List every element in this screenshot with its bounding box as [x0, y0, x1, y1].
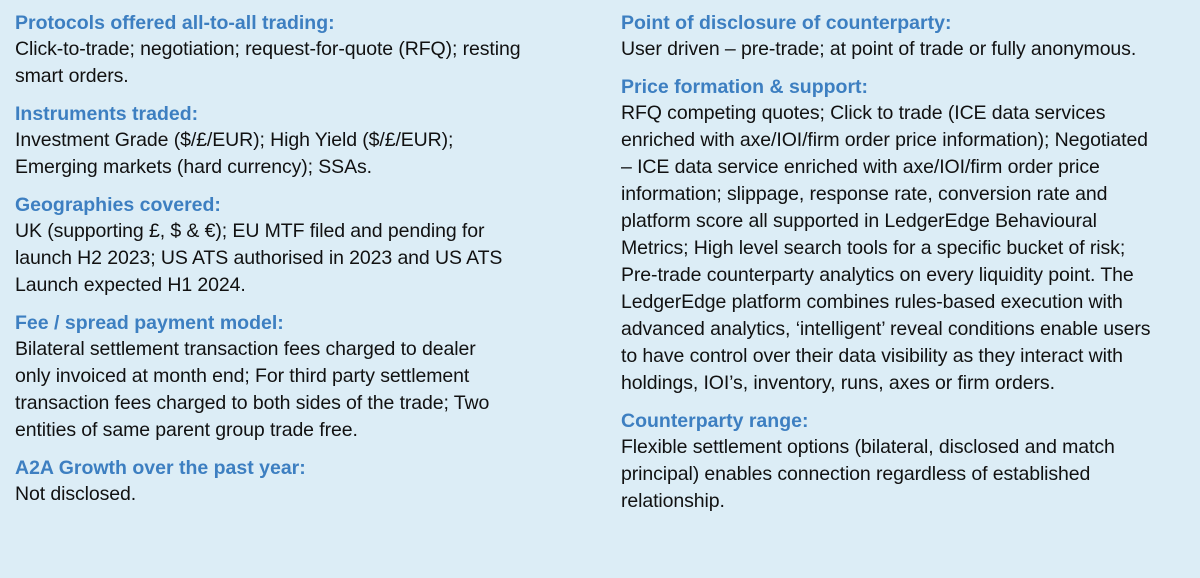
section-disclosure: [621, 10, 1191, 63]
section-line: principal) enables connection regardless of established: [621, 463, 1091, 485]
section-line: Bilateral settlement transaction fees charged to dealer: [15, 338, 476, 360]
section-line: smart orders.: [15, 65, 129, 87]
section-counterparty-range: [621, 408, 1191, 515]
section-heading: Point of disclosure of counterparty:: [621, 12, 952, 34]
section-line: information; slippage, response rate, conversion rate and: [621, 183, 1108, 205]
section-line: holdings, IOI’s, inventory, runs, axes or firm orders.: [621, 372, 1055, 394]
section-line: Launch expected H1 2024.: [15, 274, 246, 296]
section-line: UK (supporting £, $ & €); EU MTF filed and pending for: [15, 220, 485, 242]
section-line: Pre-trade counterparty analytics on every liquidity point. The: [621, 264, 1134, 286]
section-instruments: [15, 101, 590, 181]
section-line: Not disclosed.: [15, 483, 137, 505]
section-line: launch H2 2023; US ATS authorised in 2023 and US ATS: [15, 247, 503, 269]
section-line: RFQ competing quotes; Click to trade (ICE data services: [621, 102, 1106, 124]
left-column: [15, 10, 590, 519]
section-line: Click-to-trade; negotiation; request-for-quote (RFQ); resting: [15, 38, 521, 60]
section-protocols: [15, 10, 590, 90]
section-line: entities of same parent group trade free.: [15, 419, 358, 441]
section-line: – ICE data service enriched with axe/IOI/firm order price: [621, 156, 1100, 178]
section-price-formation: [621, 74, 1191, 397]
section-heading: Counterparty range:: [621, 410, 809, 432]
section-heading: Price formation & support:: [621, 76, 869, 98]
section-line: Emerging markets (hard currency); SSAs.: [15, 156, 372, 178]
section-heading: Instruments traded:: [15, 103, 199, 125]
section-line: relationship.: [621, 490, 725, 512]
section-line: platform score all supported in LedgerEdge Behavioural: [621, 210, 1097, 232]
section-line: to have control over their data visibility as they interact with: [621, 345, 1123, 367]
section-a2a-growth: [15, 455, 590, 508]
section-heading: Protocols offered all-to-all trading:: [15, 12, 335, 34]
section-line: Metrics; High level search tools for a specific bucket of risk;: [621, 237, 1126, 259]
section-line: advanced analytics, ‘intelligent’ reveal conditions enable users: [621, 318, 1151, 340]
section-line: only invoiced at month end; For third party settlement: [15, 365, 470, 387]
section-line: LedgerEdge platform combines rules-based execution with: [621, 291, 1123, 313]
section-heading: A2A Growth over the past year:: [15, 457, 306, 479]
section-line: transaction fees charged to both sides of the trade; Two: [15, 392, 490, 414]
section-geographies: [15, 192, 590, 299]
section-line: Investment Grade ($/£/EUR); High Yield ($/£/EUR);: [15, 129, 454, 151]
section-heading: Geographies covered:: [15, 194, 221, 216]
section-line: User driven – pre-trade; at point of trade or fully anonymous.: [621, 38, 1137, 60]
section-fee-model: [15, 310, 590, 444]
section-line: enriched with axe/IOI/firm order price information); Negotiated: [621, 129, 1148, 151]
right-column: [621, 10, 1191, 526]
section-heading: Fee / spread payment model:: [15, 312, 284, 334]
section-line: Flexible settlement options (bilateral, disclosed and match: [621, 436, 1115, 458]
